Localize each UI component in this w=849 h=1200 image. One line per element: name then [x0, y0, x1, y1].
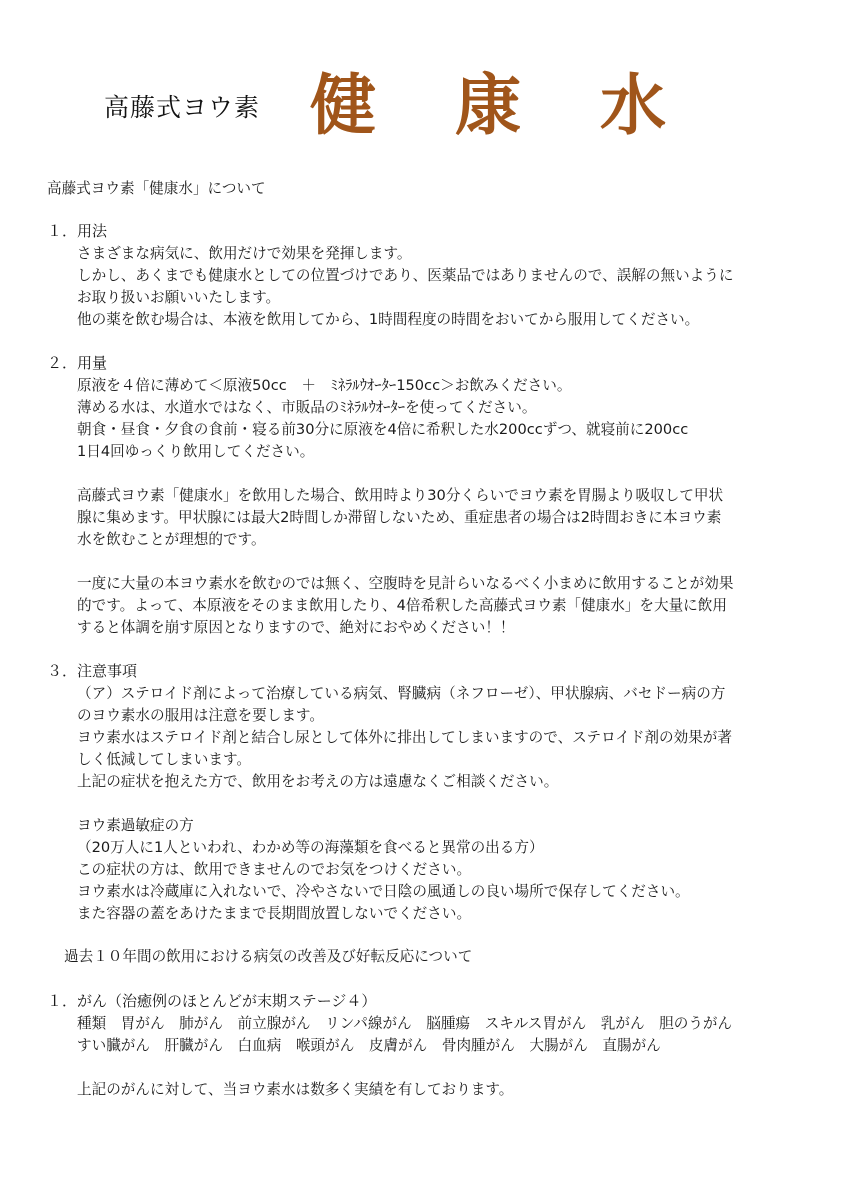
usage-line: お取り扱いお願いいたします。: [77, 289, 281, 306]
section-usage-heading: １．用法: [47, 222, 108, 240]
cautions-paragraph-line: （20万人に1人といわれ、わかめ等の海藻類を食べると異常の出る方）: [77, 839, 544, 856]
cancer-types-line: すい臓がん 肝臓がん 白血病 喉頭がん 皮膚がん 骨肉腫がん 大腸がん 直腸がん: [77, 1037, 661, 1054]
dosage-paragraph-line: 水を飲むことが理想的です。: [77, 531, 266, 548]
header-title: 健 康 水: [310, 66, 694, 144]
cautions-line: （ア）ステロイド剤によって治療している病気、腎臓病（ネフローゼ）、甲状腺病、バセドー病の方: [77, 685, 726, 702]
cautions-line: しく低減してしまいます。: [77, 751, 251, 768]
usage-line: 他の薬を飲む場合は、本液を飲用してから、1時間程度の時間をおいてから服用してください。: [77, 311, 700, 328]
cancer-types-line: 種類 胃がん 肺がん 前立腺がん リンパ線がん 脳腫瘍 スキルス胃がん 乳がん 胆のうがん: [77, 1015, 733, 1032]
dosage-paragraph-line: すると体調を崩す原因となりますので、絶対におやめください！！: [77, 619, 515, 636]
usage-line: しかし、あくまでも健康水としての位置づけであり、医薬品ではありませんので、誤解の無いように: [77, 267, 734, 284]
cautions-paragraph-line: ヨウ素水は冷蔵庫に入れないで、冷やさないで日陰の風通しの良い場所で保存してください。: [77, 883, 690, 900]
dosage-line: 朝食・昼食・夕食の食前・寝る前30分に原液を4倍に希釈した水200ccずつ、就寝前に200cc: [77, 421, 689, 438]
cautions-paragraph-line: また容器の蓋をあけたままで長期間放置しないでください。: [77, 905, 472, 922]
dosage-line: 1日4回ゆっくり飲用してください。: [77, 443, 315, 460]
cautions-line: のヨウ素水の服用は注意を要します。: [77, 707, 324, 724]
cautions-line: 上記の症状を抱えた方で、飲用をお考えの方は遠慮なくご相談ください。: [77, 773, 559, 790]
cautions-line: ヨウ素水はステロイド剤と結合し尿として体外に排出してしまいますので、ステロイド剤の効果が著: [77, 729, 732, 746]
cancer-closing-line: 上記のがんに対して、当ヨウ素水は数多く実績を有しております。: [77, 1081, 514, 1098]
cautions-paragraph-line: この症状の方は、飲用できませんのでお気をつけください。: [77, 861, 472, 878]
dosage-paragraph-line: 高藤式ヨウ素「健康水」を飲用した場合、飲用時より30分くらいでヨウ素を胃腸より吸収して甲状: [77, 487, 724, 504]
usage-line: さまざまな病気に、飲用だけで効果を発揮します。: [77, 245, 412, 262]
cautions-paragraph-line: ヨウ素過敏症の方: [77, 817, 194, 834]
dosage-paragraph-line: 一度に大量の本ヨウ素水を飲むのでは無く、空腹時を見計らいなるべく小まめに飲用することが効果: [77, 575, 734, 592]
intro-line: 高藤式ヨウ素「健康水」について: [47, 180, 266, 197]
section-cautions-heading: ３．注意事項: [47, 662, 138, 680]
dosage-paragraph-line: 的です。よって、本原液をそのまま飲用したり、4倍希釈した高藤式ヨウ素「健康水」を大量に飲用: [77, 597, 727, 614]
dosage-line: 原液を４倍に薄めて＜原液50cc ＋ ﾐﾈﾗﾙｳｵｰﾀｰ150cc＞お飲みください。: [77, 377, 572, 394]
section-cancer-heading: １．がん（治癒例のほとんどが末期ステージ４）: [47, 992, 377, 1010]
history-heading: 過去１０年間の飲用における病気の改善及び好転反応について: [64, 948, 473, 965]
section-dosage-heading: ２．用量: [47, 354, 108, 372]
dosage-line: 薄める水は、水道水ではなく、市販品のﾐﾈﾗﾙｳｵｰﾀｰを使ってください。: [77, 399, 537, 416]
header-subtitle: 高藤式ヨウ素: [104, 93, 261, 122]
dosage-paragraph-line: 腺に集めます。甲状腺には最大2時間しか滞留しないため、重症患者の場合は2時間おきに本ヨウ素: [77, 509, 722, 526]
